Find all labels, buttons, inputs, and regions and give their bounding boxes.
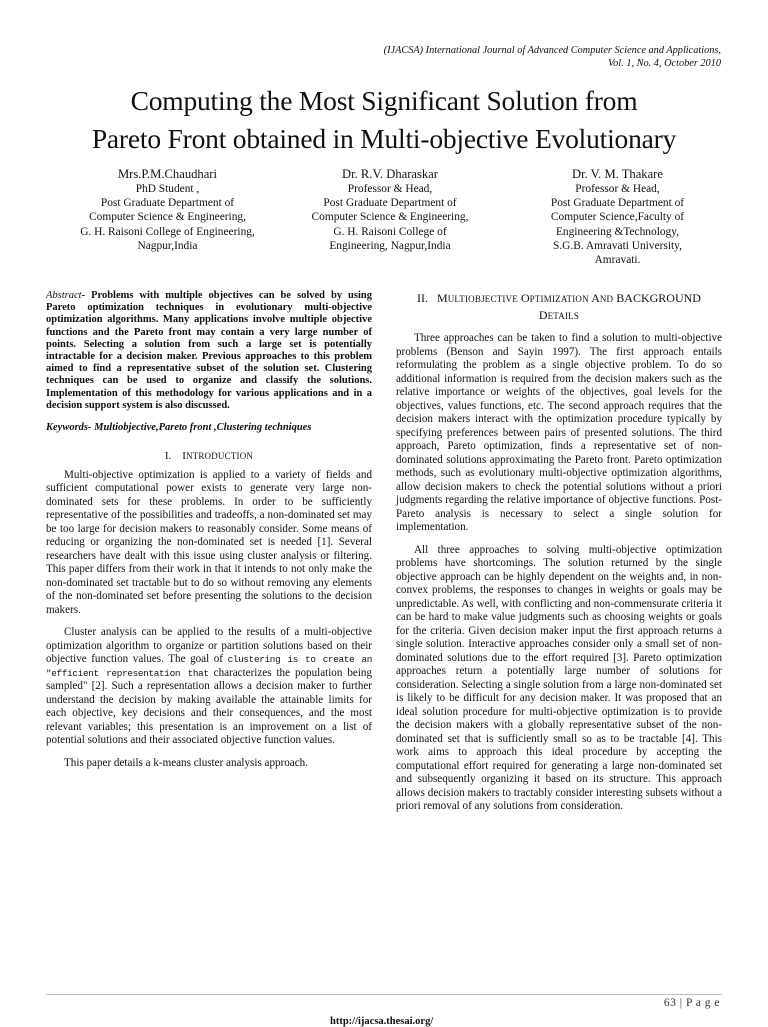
author-affiliation-line: Computer Science & Engineering, [89, 211, 246, 224]
title-line-2: Pareto Front obtained in Multi-objective Evolutionary [91, 123, 677, 154]
heading-initial: A [591, 291, 600, 305]
intro-paragraph-3: This paper details a k-means cluster analysis approach. [64, 756, 308, 769]
right-column [396, 290, 722, 814]
heading-initial: O [520, 291, 530, 305]
author-affiliation-line: G. H. Raisoni College of Engineering, [80, 225, 255, 238]
journal-name: (IJACSA) International Journal of Advanced Computer Science and Applications, [383, 45, 721, 56]
author-name: Mrs.P.M.Chaudhari [117, 167, 217, 181]
author-affiliation-line: Computer Science,Faculty of [550, 211, 685, 224]
journal-volume: Vol. 1, No. 4, October 2010 [608, 58, 721, 69]
section-number: I. [164, 449, 172, 462]
section-heading-introduction [46, 449, 372, 463]
intro-paragraph-2 [46, 626, 372, 748]
running-header [384, 44, 721, 70]
author-affiliation-line: G. H. Raisoni College of [333, 225, 447, 238]
heading-rest: PTIMIZATION [529, 294, 589, 304]
intro-quote-mono: clustering is to create an "efficient representation that [46, 654, 372, 679]
background-paragraph-2: All three approaches to solving multi-objective optimization problems have shortcomings. The solution returned by the single objective approach can be highly dependent on the weights and, in non-convex problems, the responses to changes in weights or goals may be unpredictable. As well, with conflicting and non-commensurate criteria it can be hard to make value judgments such as choosing weights or goals for the criteria. Given decision maker input the first approach returns a single solution. Interactive approaches consider only a small set of non-dominated solutions due to the effort required [3]. Pareto optimization approaches return a potentially large number of solutions for consideration. Selecting a single solution from a large non-dominated set is likely to be difficult for any decision maker. It was proposed that an ideal solution procedure for multi-objective optimization is to provide the decision makers with a globally representative subset of the non-dominated set that is sufficiently small so as to be tractable [4]. This work aims to approach this ideal procedure by accepting the computational effort required for generating a large non-dominated set and subsequently organizing it based on its structure. This approach allows decision makers to tractably consider interesting subsets without a priori removal of any solutions from consideration. [396, 543, 722, 812]
heading-rest: ND [599, 294, 614, 304]
heading-rest: ULTIOBJECTIVE [447, 294, 518, 304]
author-affiliation-line: Professor & Head, [575, 183, 660, 195]
author-affiliation-line: Nagpur,India [137, 239, 198, 252]
author-name: Dr. V. M. Thakare [572, 167, 663, 181]
author-affiliation-line: Post Graduate Department of [550, 197, 685, 210]
abstract-text: - Problems with multiple objectives can be solved by using Pareto optimization techniques in evolutionary multi-objective optimization algorithms. Many applications involve multiple objective functions and the Pareto front may contain a very large number of points. Selecting a solution from such a large set is potentially intractable for a decision maker. Previous approaches to this problem aimed to find a representative subset of the solution set. Clustering techniques can be used to organize and classify the solutions. Implementation of this methodology for various applications and in a decision support system is also discussed. [46, 290, 372, 411]
title-line-1: Computing the Most Significant Solution from [130, 85, 638, 116]
paper-title [20, 82, 748, 158]
abstract [46, 290, 372, 412]
section-heading-background [396, 290, 722, 324]
heading-rest: ACKGROUND [624, 291, 701, 305]
author-block-3 [505, 166, 730, 267]
author-affiliation-line: Engineering, Nagpur,India [329, 239, 451, 252]
heading-rest: ETAILS [547, 311, 580, 321]
author-affiliation-line: Post Graduate Department of [323, 197, 457, 210]
heading-initial: M [437, 291, 448, 305]
left-column [46, 290, 372, 770]
section-number: II. [417, 291, 429, 305]
author-affiliation-line: Amravati. [594, 254, 641, 267]
author-block-1 [50, 166, 285, 253]
author-affiliation-line: Professor & Head, [347, 183, 433, 195]
footer-rule [46, 994, 722, 995]
heading-initial: B [616, 291, 625, 305]
footer-url[interactable]: http://ijacsa.thesai.org/ [330, 1016, 434, 1027]
author-name: Dr. R.V. Dharaskar [342, 167, 438, 181]
author-affiliation-line: Engineering &Technology, [555, 225, 680, 238]
background-paragraph-1: Three approaches can be taken to find a solution to multi-objective problems (Benson and Sayin 1997). The first approach entails reformulating the problem as a single objective problem. To do so additional information is required from the decision makers such as the relative importance or weights of the objectives, goal levels for the objectives, values functions, etc. The second approach requires that the decision makers interact with the optimization procedure typically by specifying preferences between pairs of presented solutions. The third approach, Pareto optimization, finds a representative set of non-dominated solutions approximating the Pareto front. Pareto optimization methods, such as evolutionary multi-objective optimization algorithms, allow decision makers to check the potential solutions without a priori judgments regarding the relative importance of objective functions. Post-Pareto analysis is necessary to select a single solution for implementation. [396, 332, 722, 533]
intro-paragraph-2-text-cont: characterizes the population being sampled" [2]. Such a representation allows a decision maker to further understand the decision by making available the attainable limits for each objective, key decisions and their consequences, and the most relevant variables; this presentation is an improvement on a list of potential solutions and their associated objective function values. [46, 666, 372, 747]
abstract-label: Abstract [46, 290, 82, 301]
intro-paragraph-1: Multi-objective optimization is applied to a variety of fields and sufficient computational power exists to generate very large non-dominated sets for these problems. In order to be sufficiently representative of the possibilities and tradeoffs, a non-dominated set may be too large for decision makers to reasonably consider. Some means of reducing or organizing the non-dominated set is needed [1]. Several researchers have dealt with this issue using cluster analysis or filtering. This paper differs from their work in that it intends to not only make the non-dominated set tractable but to do so without removing any elements of the non-dominated set before presenting the solutions to the decision makers. [46, 468, 372, 616]
author-affiliation-line: Post Graduate Department of [100, 197, 235, 210]
intro-paragraph-2-text: Cluster analysis can be applied to the results of a multi-objective optimization algorithm to organize or partition solutions based on their objective function values. The goal of [46, 626, 372, 666]
author-affiliation-line: S.G.B. Amravati University, [553, 239, 682, 252]
heading-initial: D [538, 308, 548, 322]
author-affiliation-line: Computer Science & Engineering, [311, 211, 469, 224]
page-number: 63 | P a g e [663, 997, 720, 1009]
keywords: Keywords- Multiobjective,Pareto front ,Clustering techniques [46, 422, 312, 434]
heading-initial: I [182, 449, 186, 462]
author-block-2 [290, 166, 490, 253]
heading-rest: NTRODUCTION [185, 450, 254, 461]
author-affiliation-line: PhD Student , [135, 183, 200, 195]
